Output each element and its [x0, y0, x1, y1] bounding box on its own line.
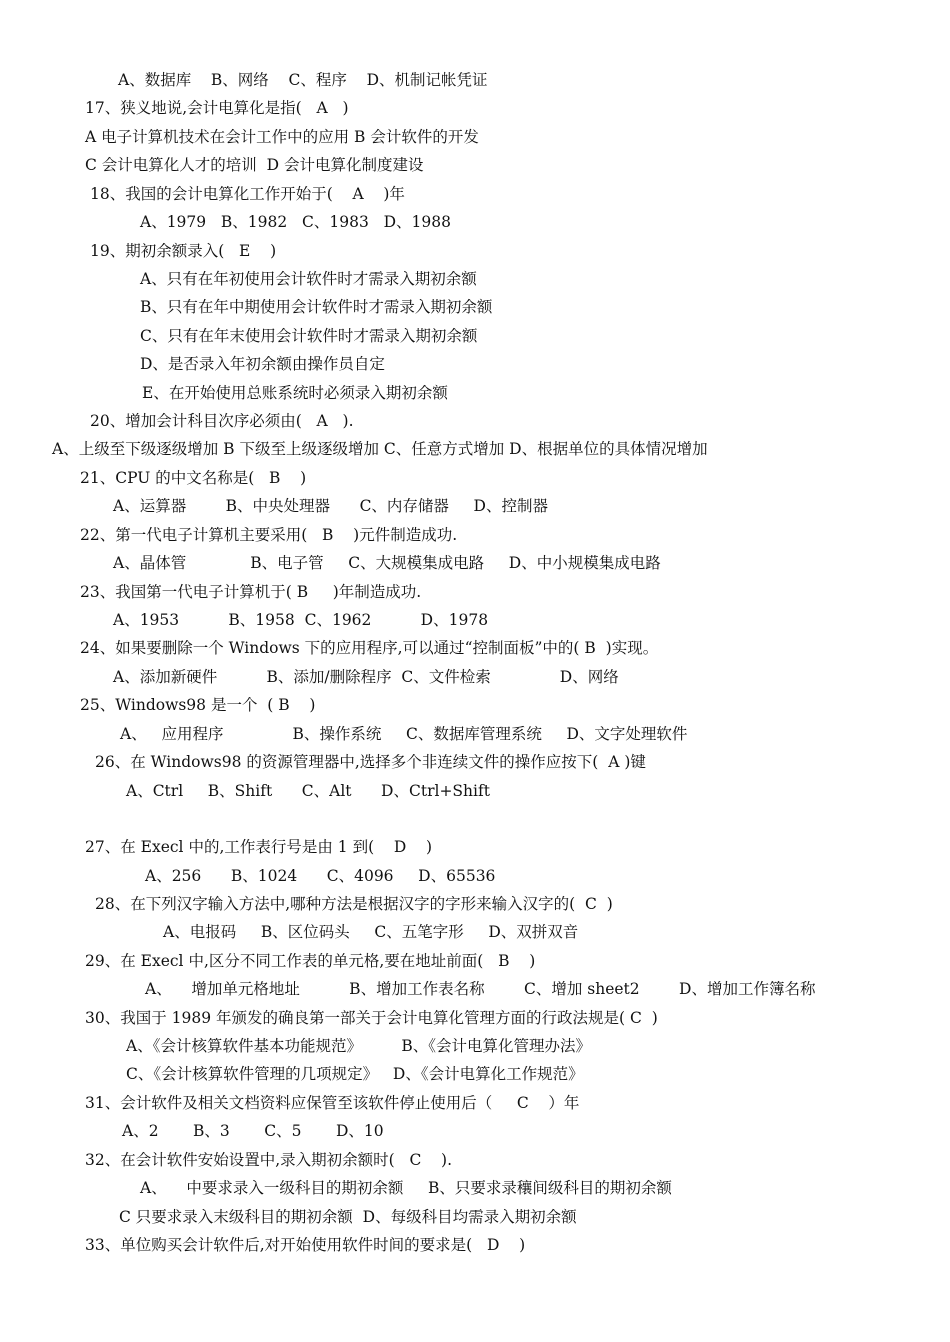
option-line: A、 中要求录入一级科目的期初余额 B、只要求录穰间级科目的期初余额 [140, 1179, 672, 1197]
question-line: 30、我国于 1989 年颁发的确良第一部关于会计电算化管理方面的行政法规是( C ) [85, 1009, 658, 1027]
question-line: 29、在 Execl 中,区分不同工作表的单元格,要在地址前面( B ) [85, 952, 536, 970]
question-line: 19、期初余额录入( E ) [90, 242, 277, 260]
question-line: 23、我国第一代电子计算机于( B )年制造成功. [80, 583, 422, 601]
question-line: 27、在 Execl 中的,工作表行号是由 1 到( D ) [85, 838, 433, 856]
question-line: 28、在下列汉字输入方法中,哪种方法是根据汉字的字形来输入汉字的( C ) [95, 895, 613, 913]
question-line: 22、第一代电子计算机主要采用( B )元件制造成功. [80, 526, 458, 544]
option-line: A、添加新硬件 B、添加/删除程序 C、文件检索 D、网络 [113, 668, 619, 686]
question-line: 18、我国的会计电算化工作开始于( A )年 [90, 185, 405, 203]
option-line: A、上级至下级逐级增加 B 下级至上级逐级增加 C、任意方式增加 D、根据单位的具体情况增加 [52, 440, 708, 458]
option-line: A、 增加单元格地址 B、增加工作表名称 C、增加 sheet2 D、增加工作簿名称 [145, 980, 816, 998]
option-line: A、只有在年初使用会计软件时才需录入期初余额 [140, 270, 477, 288]
option-line: C 只要求录入末级科目的期初余额 D、每级科目均需录入期初余额 [119, 1208, 577, 1226]
question-line: 33、单位购买会计软件后,对开始使用软件时间的要求是( D ) [85, 1236, 526, 1254]
option-line: D、是否录入年初余额由操作员自定 [140, 355, 385, 373]
option-line: A、数据库 B、网络 C、程序 D、机制记帐凭证 [118, 71, 488, 89]
option-line: C、只有在年末使用会计软件时才需录入期初余额 [140, 327, 478, 345]
option-line: C 会计电算化人才的培训 D 会计电算化制度建设 [85, 156, 424, 174]
option-line: A、电报码 B、区位码头 C、五笔字形 D、双拼双音 [163, 923, 579, 941]
option-line: A、1979 B、1982 C、1983 D、1988 [140, 213, 451, 231]
question-line: 24、如果要删除一个 Windows 下的应用程序,可以通过“控制面板”中的( B )实现。 [80, 639, 659, 657]
question-line: 32、在会计软件安始设置中,录入期初余额时( C ). [85, 1151, 453, 1169]
option-line: A、256 B、1024 C、4096 D、65536 [145, 867, 496, 885]
option-line: A、晶体管 B、电子管 C、大规模集成电路 D、中小规模集成电路 [113, 554, 661, 572]
question-line: 25、Windows98 是一个 ( B ) [80, 696, 316, 714]
question-line: 26、在 Windows98 的资源管理器中,选择多个非连续文件的操作应按下( A )键 [95, 753, 646, 771]
option-line: A、2 B、3 C、5 D、10 [122, 1122, 384, 1140]
question-line: 21、CPU 的中文名称是( B ) [80, 469, 307, 487]
option-line: A、1953 B、1958 C、1962 D、1978 [113, 611, 489, 629]
option-line: A 电子计算机技术在会计工作中的应用 B 会计软件的开发 [85, 128, 479, 146]
option-line: B、只有在年中期使用会计软件时才需录入期初余额 [140, 298, 493, 316]
option-line: A、运算器 B、中央处理器 C、内存储器 D、控制器 [113, 497, 548, 515]
question-line: 31、会计软件及相关文档资料应保管至该软件停止使用后（ C ）年 [85, 1094, 580, 1112]
option-line: A、《会计核算软件基本功能规范》 B、《会计电算化管理办法》 [126, 1037, 592, 1055]
option-line: C、《会计核算软件管理的几项规定》 D、《会计电算化工作规范》 [126, 1065, 584, 1083]
option-line: A、Ctrl B、Shift C、Alt D、Ctrl+Shift [126, 782, 490, 800]
question-line: 17、狭义地说,会计电算化是指( A ) [85, 99, 349, 117]
option-line: A、 应用程序 B、操作系统 C、数据库管理系统 D、文字处理软件 [120, 725, 688, 743]
option-line: E、在开始使用总账系统时必须录入期初余额 [142, 384, 448, 402]
question-line: 20、增加会计科目次序必须由( A ). [90, 412, 354, 430]
